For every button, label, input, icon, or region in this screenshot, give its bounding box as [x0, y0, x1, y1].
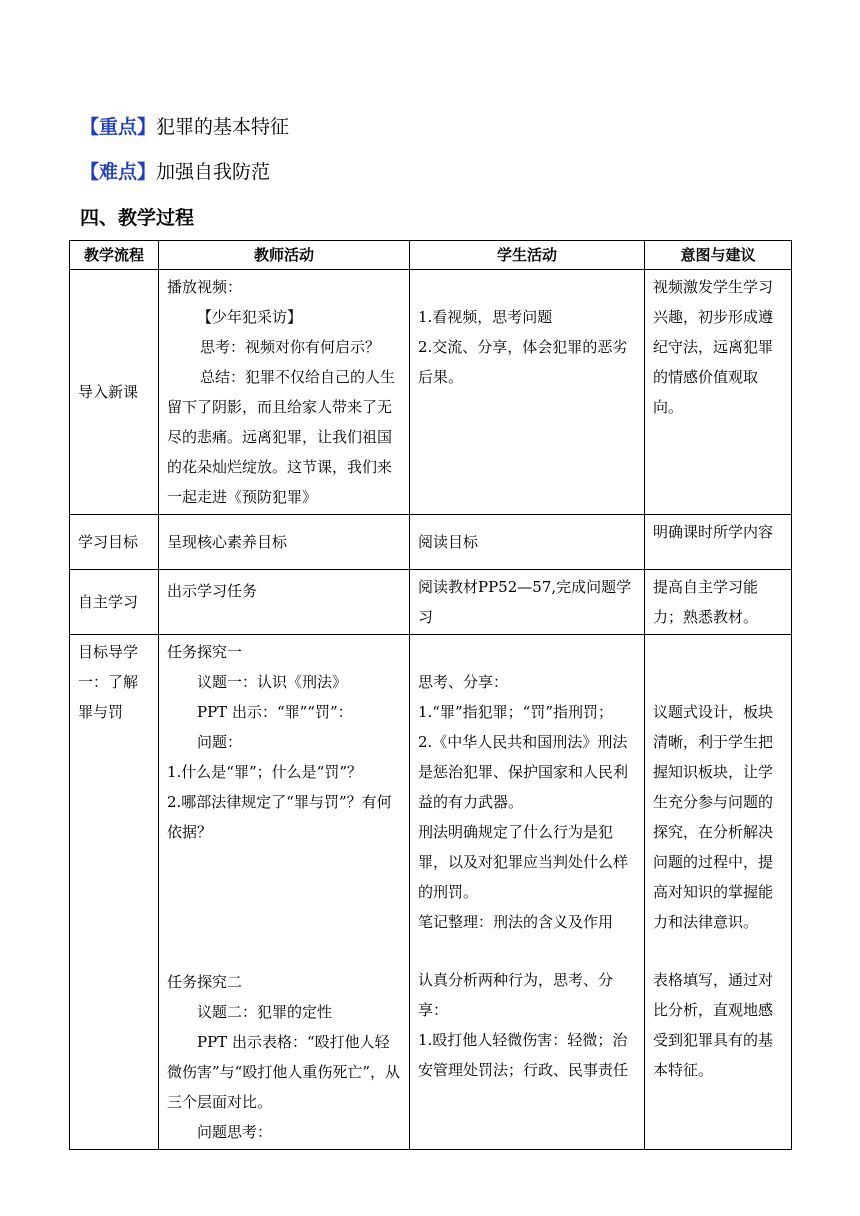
difficult-point-bracket: 【难点】 — [80, 161, 157, 183]
teacher-line: 2.哪部法律规定了“罪与罚”？有何依据？ — [167, 793, 392, 841]
student-line: 1.殴打他人轻微伤害：轻微；治安管理处罚法；行政、民事责任 — [418, 1031, 629, 1079]
header-intent: 意图与建议 — [645, 241, 792, 270]
student-line: 2.《中华人民共和国刑法》刑法是惩治犯罪、保护国家和人民利益的有力武器。 — [418, 733, 629, 811]
teacher-line: 问题思考： — [197, 1123, 273, 1141]
difficult-point — [80, 160, 270, 184]
intent-cell — [645, 635, 792, 1150]
student-cell — [410, 635, 645, 1150]
student-cell — [410, 270, 645, 515]
student-cell: 阅读目标 — [410, 515, 645, 570]
student-line: 1.看视频，思考问题 — [418, 308, 553, 326]
key-point-bracket: 【重点】 — [80, 116, 157, 138]
header-stage: 教学流程 — [70, 241, 159, 270]
table-header-row — [70, 241, 792, 270]
table-row — [70, 270, 792, 515]
section-title: 四、教学过程 — [80, 207, 195, 229]
student-line: 思考、分享： — [418, 673, 509, 691]
student-cell: 阅读教材PP52—57,完成问题学习 — [410, 570, 645, 635]
stage-cell: 学习目标 — [70, 515, 159, 570]
difficult-point-text: 加强自我防范 — [156, 161, 271, 183]
teacher-line: 问题： — [197, 733, 243, 751]
teacher-cell: 呈现核心素养目标 — [159, 515, 410, 570]
teacher-line: 任务探究一 — [167, 643, 243, 661]
teacher-line: PPT 出示表格：“殴打他人轻微伤害”与“殴打他人重伤死亡”，从三个层面对比。 — [167, 1033, 401, 1111]
key-point-text: 犯罪的基本特征 — [156, 116, 290, 138]
teacher-line: 播放视频： — [167, 278, 243, 296]
header-teacher: 教师活动 — [159, 241, 410, 270]
stage-cell: 导入新课 — [70, 270, 159, 515]
teacher-line: 1.什么是“罪”；什么是“罚”？ — [167, 763, 362, 781]
intent-cell: 明确课时所学内容 — [645, 515, 792, 570]
stage-cell: 目标导学一：了解罪与罚 — [70, 635, 159, 1150]
teacher-line: 议题一：认识《刑法》 — [197, 673, 348, 691]
table-row — [70, 515, 792, 570]
teaching-process-table — [69, 240, 792, 1150]
intent-cell: 视频激发学生学习兴趣，初步形成遵纪守法，远离犯罪的情感价值观取向。 — [645, 270, 792, 515]
teacher-cell — [159, 270, 410, 515]
student-line: 2.交流、分享，体会犯罪的恶劣后果。 — [418, 338, 628, 386]
student-line: 1.“罪”指犯罪；“罚”指刑罚； — [418, 703, 613, 721]
teacher-line: 议题二：犯罪的定性 — [197, 1003, 333, 1021]
table-row — [70, 635, 792, 1150]
header-student: 学生活动 — [410, 241, 645, 270]
student-line: 笔记整理：刑法的含义及作用 — [418, 913, 614, 931]
teacher-line: PPT 出示：“罪”“罚”： — [197, 703, 353, 721]
teacher-cell: 出示学习任务 — [159, 570, 410, 635]
table-row — [70, 570, 792, 635]
student-line: 刑法明确规定了什么行为是犯罪，以及对犯罪应当判处什么样的刑罚。 — [418, 823, 629, 901]
teacher-line: 任务探究二 — [167, 973, 243, 991]
teacher-line: 思考：视频对你有何启示？ — [200, 338, 381, 356]
stage-cell: 自主学习 — [70, 570, 159, 635]
key-point — [80, 115, 289, 139]
student-line: 认真分析两种行为，思考、分享： — [418, 971, 614, 1019]
teacher-line: 总结：犯罪不仅给自己的人生留下了阴影，而且给家人带来了无尽的悲痛。远离犯罪，让我们祖国的花朵灿烂绽放。这节课，我们来一起走进《预防犯罪》 — [167, 368, 396, 506]
intent-cell: 提高自主学习能力；熟悉教材。 — [645, 570, 792, 635]
intent-text: 议题式设计，板块清晰，利于学生把握知识板块，让学生充分参与问题的探究，在分析解决问题的过程中，提高对知识的掌握能力和法律意识。 — [653, 703, 774, 931]
teacher-line: 【少年犯采访】 — [197, 308, 303, 326]
intent-text: 表格填写，通过对比分析，直观地感受到犯罪具有的基本特征。 — [653, 971, 774, 1079]
teacher-cell — [159, 635, 410, 1150]
